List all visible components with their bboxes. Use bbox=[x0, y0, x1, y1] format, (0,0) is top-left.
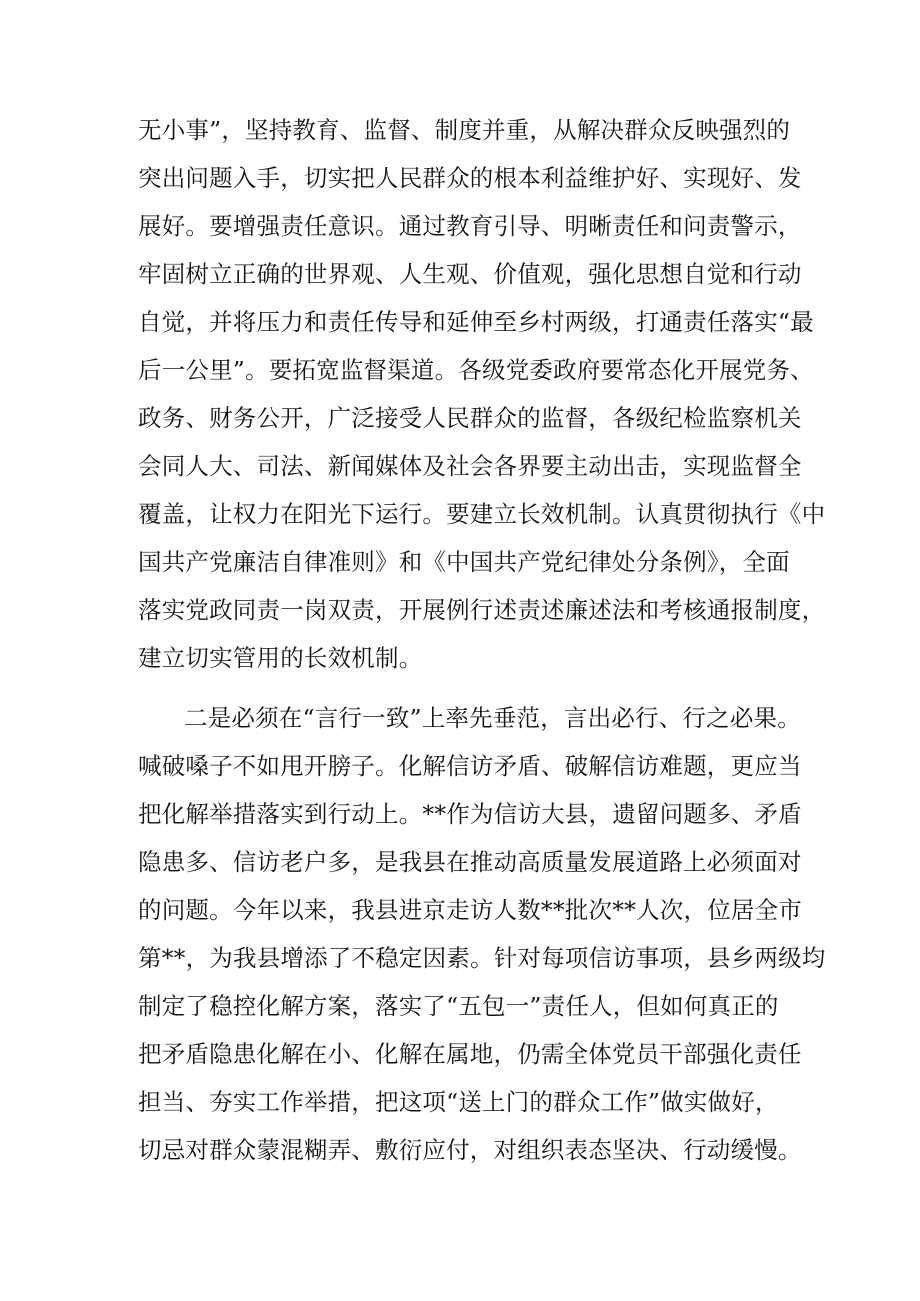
text-line: 国共产党廉洁自律准则》和《中国共产党纪律处分条例》，全面 bbox=[138, 548, 790, 576]
text-line: 把化解举措落实到行动上。**作为信访大县，遗留问题多、矛盾 bbox=[138, 800, 802, 828]
text-line: 隐患多、信访老户多，是我县在推动高质量发展道路上必须面对 bbox=[138, 848, 802, 876]
text-line: 喊破嗓子不如甩开膀子。化解信访矛盾、破解信访难题，更应当 bbox=[138, 752, 802, 780]
text-line: 建立切实管用的长效机制。 bbox=[138, 644, 423, 672]
text-line: 后一公里”。要拓宽监督渠道。各级党委政府要常态化开展党务、 bbox=[138, 356, 814, 384]
text-line: 会同人大、司法、新闻媒体及社会各界要主动出击，实现监督全 bbox=[138, 452, 802, 480]
text-line: 第**，为我县增添了不稳定因素。针对每项信访事项，县乡两级均 bbox=[138, 944, 826, 972]
text-line: 无小事”，坚持教育、监督、制度并重，从解决群众反映强烈的 bbox=[138, 116, 791, 144]
text-line: 切忌对群众蒙混糊弄、敷衍应付，对组织表态坚决、行动缓慢。 bbox=[138, 1136, 802, 1164]
text-line: 的问题。今年以来，我县进京走访人数**批次**人次，位居全市 bbox=[138, 896, 802, 924]
text-line: 自觉，并将压力和责任传导和延伸至乡村两级，打通责任落实“最 bbox=[138, 308, 814, 336]
text-line: 覆盖，让权力在阳光下运行。要建立长效机制。认真贯彻执行《中 bbox=[138, 500, 826, 528]
text-line: 牢固树立正确的世界观、人生观、价值观，强化思想自觉和行动 bbox=[138, 260, 802, 288]
text-line: 制定了稳控化解方案，落实了“五包一”责任人，但如何真正的 bbox=[138, 992, 779, 1020]
text-line: 展好。要增强责任意识。通过教育引导、明晰责任和问责警示， bbox=[138, 212, 802, 240]
text-line: 落实党政同责一岗双责，开展例行述责述廉述法和考核通报制度， bbox=[138, 596, 826, 624]
text-line: 突出问题入手，切实把人民群众的根本利益维护好、实现好、发 bbox=[138, 164, 802, 192]
text-line: 把矛盾隐患化解在小、化解在属地，仍需全体党员干部强化责任 bbox=[138, 1040, 802, 1068]
text-line: 二是必须在“言行一致”上率先垂范，言出必行、行之必果。 bbox=[184, 704, 801, 732]
text-line: 政务、财务公开，广泛接受人民群众的监督，各级纪检监察机关 bbox=[138, 404, 802, 432]
text-line: 担当、夯实工作举措，把这项“送上门的群众工作”做实做好， bbox=[138, 1088, 779, 1116]
